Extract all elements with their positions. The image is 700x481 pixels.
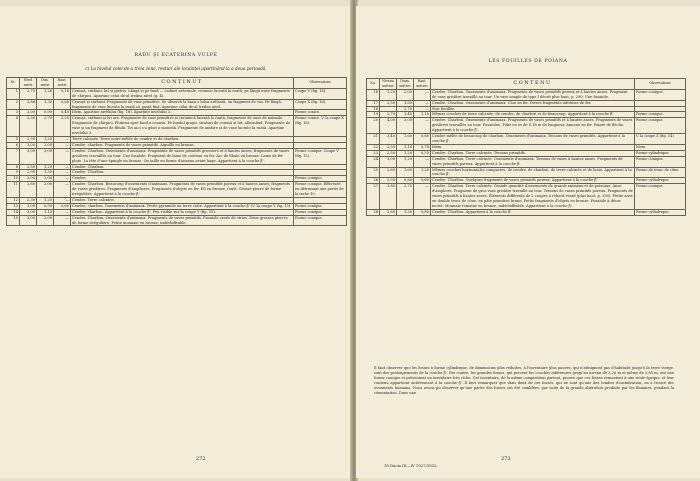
row-number: 2 (7, 99, 20, 110)
table-row (7, 99, 347, 110)
row-niveau: 3,00 (20, 142, 37, 148)
signature-line: 18 Dacia III—IV 1927/1932. (384, 463, 438, 468)
row-contenu: Cendre. Charbon. (71, 170, 294, 176)
right-running-header: LES FOUILLES DE POIANA (488, 59, 568, 64)
row-contenu: Cendre. Charbon. Ossements d'animaux. Fragments de vases primitifs. Fusaïole ornée de stries. Deux grosses pierres de forme irrégulière. Petite monnaie en bronze, indéchiffrable. (71, 215, 294, 226)
col-diam: Dim. metri (37, 78, 54, 89)
col-nr: No. (367, 79, 380, 90)
row-number: 12 (7, 197, 20, 203)
table-row (367, 89, 686, 100)
row-niveau: 3,00 (20, 148, 37, 164)
row-niveau: 3,00 (20, 209, 37, 215)
row-niveau: 2,90 (20, 170, 37, 176)
row-diam: 2,00 (37, 182, 54, 198)
row-niveau: 2,60 (380, 167, 397, 178)
table-row (367, 156, 686, 167)
row-niveau: 2,00 (20, 176, 37, 182)
row-contenu: Cendre. (71, 176, 294, 182)
row-haut: — (414, 156, 431, 167)
row-haut: — (414, 184, 431, 210)
row-contenu: Mêmes couches de terre calcinée, de cendre, de charbon et de beaucoup. Appartient à la couche β'. (431, 112, 635, 118)
row-number: 19 (367, 112, 380, 118)
row-haut: 1,10 (414, 112, 431, 118)
row-diam: 0,90 (37, 110, 54, 116)
table-row (367, 118, 686, 134)
row-haut: 2,25 (54, 116, 71, 137)
row-diam: 1,45 (397, 112, 414, 118)
row-observations: Coupe X (fig. 16). (294, 99, 347, 110)
row-niveau: 2,70 (380, 112, 397, 118)
table-row (7, 148, 347, 164)
row-contenu: Cendre. Charbon. Beaucoup d'ossements d'animaux. Fragments de vases primitifs poreux et à hautes anses; fragments de vases grisâtres. Fragments d'amphores. Fragments d'objets en fer. Fil en bronze, roulé. Grosse pierre de forme irrégulière. Appartient à la couche β'. (71, 182, 294, 198)
row-niveau: 2,50 (20, 164, 37, 170)
row-diam: 1,50 (37, 170, 54, 176)
row-number: 1 (7, 88, 20, 99)
row-diam: 1,60 (397, 167, 414, 178)
row-contenu: Cenușă, cărbuni, lut și pietriș. Lângă și pe fund — cioburi neteruale, ceramic lucrată la roată; pe lângă niște fragmente de chirpici. Aparține celui de-al treilea nivel (g. 4). (71, 88, 294, 99)
row-observations: Forme cylindrique. (635, 150, 686, 156)
row-haut: — (54, 197, 71, 203)
row-contenu: Terre calcinée. Terre noire mêlée de cendre et de charbon. (71, 136, 294, 142)
row-niveau: 2,00 (20, 110, 37, 116)
row-number: 23 (367, 150, 380, 156)
row-number: 6 (7, 142, 20, 148)
row-haut: — (54, 209, 71, 215)
row-haut: 0,80 (414, 134, 431, 145)
left-running-header: RADU ȘI ECATERINA VULPE (134, 53, 218, 58)
row-niveau: 2,50 (380, 144, 397, 150)
row-haut: 0,80 (54, 99, 71, 110)
row-number: 14 (7, 209, 20, 215)
row-contenu: Cenușă și cărbuni. Fragmente de vase primitive. Se observă la baza o lulea ardisată, un fragment de vas. Pe lângă, fragmente de vase lucrate la roată cu pastă fină. Aparține celui de-al treilea nivel. (71, 99, 294, 110)
row-observations: Forme conique. (635, 156, 686, 167)
row-observations: Forme cylindrique (635, 178, 686, 184)
table-row (367, 134, 686, 145)
left-page (0, 6, 352, 478)
row-niveau: 4,00 (380, 118, 397, 134)
row-number: 9 (7, 170, 20, 176)
left-page-number: 272 (196, 456, 206, 462)
row-contenu: Cendre. Charbon. Ossements d'animaux. Fragments de vases primitifs poreux et à hautes anses. Fragment de vase grisâtre travaillé au tour. Un vase simple du type I décrit plus haut, p. 290. Une fusaïole. (431, 89, 635, 100)
table-row (367, 167, 686, 178)
row-diam: 1,30 (37, 99, 54, 110)
row-contenu: Cenușă, cărbuni și lut ars. Fragmente de vase primitive și ceramică lucrată la roată; fragmente de oase de animale. Fragmente de chirpici. Plutirea spre fund a cenușii. Pe fundul gropii, straturi de cenușă și lut, alternând. Fragmente de vase și un fragment de fibulă. Tot aici s-a găsit o monedă. Fragmente de amfore și de vase lucrate la roată. Aparține nivelului 3. (71, 116, 294, 137)
row-observations: Forme conique. (294, 203, 347, 209)
row-niveau: 2,90 (20, 136, 37, 142)
row-haut: 0,55 (414, 150, 431, 156)
col-niveau: Nivel metri (20, 78, 37, 89)
row-observations: Idem. (635, 144, 686, 150)
row-niveau: 2,50 (380, 100, 397, 106)
row-contenu: Cendre, charbon. Ossements d'animaux. Petite pyramide en terre cuite. Appartient à la couche β' (V. la coupe Y, fig. 15). (71, 203, 294, 209)
row-number: 26 (367, 178, 380, 184)
row-observations: Forme conique. (635, 184, 686, 210)
row-haut: — (414, 89, 431, 100)
row-diam: 1,60 (397, 134, 414, 145)
col-contenu: CONȚINUT (71, 78, 294, 89)
right-page-number: 273 (501, 456, 511, 462)
row-observations: Forme conique. Coupe V (fig. 15). (294, 148, 347, 164)
row-niveau: 2,60 (380, 209, 397, 215)
row-contenu: Cendre. Charbon. Terre calcinée. Tessons primitifs. (431, 150, 635, 156)
table-row (7, 88, 347, 99)
row-haut: — (54, 136, 71, 142)
row-number: 16 (367, 89, 380, 100)
row-contenu: Cendre mêlée de beaucoup de charbon. Ossements d'animaux. Tessons de vases primitifs. Appartient à la couche β'. (431, 134, 635, 145)
col-haut: Haut. mètres (414, 79, 431, 90)
row-observations: Forme conique. (294, 176, 347, 182)
right-page (356, 6, 700, 478)
row-niveau: 2,50 (380, 150, 397, 156)
row-observations: Forme conique. (635, 112, 686, 118)
table-row (367, 184, 686, 210)
row-observations: Coupe V (fig. 16). (294, 88, 347, 99)
left-subheader: c) La nivelul celei de a treia zone, resturi ale locuinței apartinând la a doua perioadă. (85, 66, 267, 71)
row-number: 25 (367, 167, 380, 178)
row-number: 24 (367, 156, 380, 167)
row-number: 7 (7, 148, 20, 164)
row-haut: — (54, 148, 71, 164)
row-number: 4 (7, 116, 20, 137)
footnote-paragraph: Il faut observer que les fosses à forme cylindrique, de dimensions plus réduites, à l'inventaire plus pauvre, qui n'atteignent pas d'habitude jusqu'à la terre vierge, sont des prolongements de la couche β'. Par contre, les grandes fosses, qui percent les couches inférieures jusqu'au niveau de 3,20 m et même de 3,85 m, ont une forme conique et présentent un inventaire très riche. Cet inventaire, de la même composition partout, prouve que ces fosses remontent à une seule époque, et leur contenu appartient entièrement à la couche β'. Il faut remarquer que dans deux de ces fosses, qui ne sont qu'une des tombes d'incinération, on a trouvé des ossements humains. Nous avons pu observer qu'une partie des fosses ont été comblées, par suite de la grande altération produite par les flammes, pendant la cémentation. Dans une (374, 366, 674, 395)
row-observations: Forme cylindrique. (635, 209, 686, 215)
row-haut: — (414, 100, 431, 106)
row-haut: 0,60 (54, 203, 71, 209)
row-observations: Forme conique. (635, 118, 686, 134)
row-number: 8 (7, 164, 20, 170)
col-observations: Observations (635, 79, 686, 90)
col-observations: Observations (294, 78, 347, 89)
row-diam: 0,50 (37, 203, 54, 209)
row-contenu: Cendre. Charbon. Appartient à la couche β'. (431, 209, 635, 215)
row-contenu: Cendre. Charbon. Ossements d'animaux. Fragments de vases primitifs et à hautes anses. Fragments de vases grisâtres travaillés au tour. Fusaïoles. Tube en os de 0,18 m de longueur. Anneau en fer. Pointe de flèche. Appartient à la couche β'. (431, 118, 635, 134)
row-diam: 1,15 (37, 209, 54, 215)
row-diam: 1,20 (397, 150, 414, 156)
table-row (7, 182, 347, 198)
row-niveau: 3,40 (380, 134, 397, 145)
row-diam: 2,75 (37, 116, 54, 137)
col-nr: Nr. (7, 78, 20, 89)
row-number: 15 (7, 215, 20, 226)
row-number: 11 (7, 182, 20, 198)
row-haut: 1,20 (414, 167, 431, 178)
row-contenu: Cendre. Charbon. Ossements d'animaux. Fragments de vases primitifs grossiers et à hautes anses; fragments de vases grisâtres travaillés au tour. Une fusaïole. Fragment de lame de couteau en fer. Arc de fibule en bronze. Lame de fer plate. La tête d'une épingle en bronze. On taille en forme d'anneau avant liage. Appartient à la couche β'. (71, 148, 294, 164)
table-row (7, 215, 347, 226)
row-niveau: 2,75 (20, 88, 37, 99)
row-number: 18 (367, 106, 380, 112)
row-number: 5 (7, 136, 20, 142)
row-contenu: Cendre. Charbon. Terre calcinée. Ossements d'animaux. Tessons de vases à hautes anses. Fragments de vases primitifs poreux. Appartient à la couche β'. (431, 156, 635, 167)
right-table (366, 78, 686, 216)
row-haut: — (54, 170, 71, 176)
row-observations: Forme conique. (294, 215, 347, 226)
row-niveau: 2,30 (20, 116, 37, 137)
row-diam: 2,70 (397, 106, 414, 112)
row-contenu: Cendre, charbon. Appartient à la couche β'. Peu visible sur la coupe Y (fig. 15). (71, 209, 294, 215)
row-haut: — (54, 176, 71, 182)
row-contenu: Idem. (431, 144, 635, 150)
row-haut: 0,80 (414, 209, 431, 215)
row-observations: Forme conique. (635, 89, 686, 100)
row-number: 28 (367, 209, 380, 215)
row-observations: Forme conique. Effectuée en détruisant une partie de la tache 10. (294, 182, 347, 198)
row-diam: 1,20 (37, 136, 54, 142)
row-contenu: Idem. Aparține nivelului (fig. 16). Aparține nivelului 3. (71, 110, 294, 116)
row-diam: 2,00 (37, 215, 54, 226)
row-niveau: 3,00 (20, 203, 37, 209)
row-niveau: 2,30 (20, 197, 37, 203)
row-diam: 1,20 (37, 197, 54, 203)
row-diam: 1,20 (397, 209, 414, 215)
row-haut: 0,60 (414, 178, 431, 184)
row-diam: 1,60 (397, 100, 414, 106)
row-contenu: Mêmes couches horizontales compactes, de cendre, de charbon, de terre calcinée et de boue. Appartient à la couche β'. (431, 167, 635, 178)
row-number: 13 (7, 203, 20, 209)
row-niveau: 3,30 (380, 178, 397, 184)
row-contenu: Non fouillée. (431, 106, 635, 112)
row-niveau: 1,20 (380, 89, 397, 100)
row-observations: Forme de tronc de cône. (635, 167, 686, 178)
col-contenu: CONTENU (431, 79, 635, 90)
row-number: 17 (367, 100, 380, 106)
row-niveau: 2,86 (20, 99, 37, 110)
row-niveau: 2,80 (20, 182, 37, 198)
row-observations: Forme conique. (294, 209, 347, 215)
row-observations: V. la coupe Z (fig. 14) (635, 134, 686, 145)
row-haut: — (414, 118, 431, 134)
row-haut: — (54, 164, 71, 170)
row-number: 20 (367, 118, 380, 134)
row-haut: 0,78 (414, 144, 431, 150)
row-number: 22 (367, 144, 380, 150)
col-haut: Haut. metri (54, 78, 71, 89)
row-observations: Forme conice. V. la coupe X (fig. 16). (294, 116, 347, 137)
row-haut: — (54, 215, 71, 226)
row-number: 10 (7, 176, 20, 182)
row-niveau: 3,00 (20, 215, 37, 226)
row-contenu: Cendre, charbon. Fragments de vases primitifs. Aiguille en bronze. (71, 142, 294, 148)
row-haut: — (54, 142, 71, 148)
row-diam: 1,16 (397, 144, 414, 150)
row-diam: 1,20 (37, 164, 54, 170)
row-contenu: Cendre. Charbon. Terre calcinée. Grande quantité d'ossements de grands animaux et de poissons. Anse d'amphore. Fragment de gros vase grisâtre travaillé au tour. Tessons de vases primitifs poreux. Fragments de vases primitifs à hautes anses. Éléments différents de 2 coupes à rebord évasé (plus haut, p. 290). Petite anse en double tronc de cône, en pâte primitive brune. Petits fragments d'objets en bronze. Fusaïole à décor incisé. Monnaie romaine en bronze, indéchiffrable. Appartient à la couche β'. (432, 184, 633, 208)
col-diam: Diam. mètres (397, 79, 414, 90)
row-diam: 2,75 (397, 184, 414, 210)
row-diam: 1,26 (37, 88, 54, 99)
row-diam: 2,00 (37, 176, 54, 182)
row-number: 3 (7, 110, 20, 116)
row-number: 27 (367, 184, 380, 210)
row-observations: Forme conice. (294, 110, 347, 116)
row-diam: 0,80 (397, 178, 414, 184)
row-number: 21 (367, 134, 380, 145)
left-table (6, 77, 347, 226)
col-niveau: Niveau mètres (380, 79, 397, 90)
row-contenu: Cendre. Terre calcinée. (71, 197, 294, 203)
row-diam: 2,00 (37, 142, 54, 148)
row-diam: 3,00 (37, 148, 54, 164)
row-niveau: 3,00 (380, 156, 397, 167)
table-row (7, 116, 347, 137)
row-niveau: 3,85 (380, 184, 397, 210)
row-contenu: Cendre. Charbon. Quelques fragments de vases primitifs poreux. Appartient à la couche β'. (431, 178, 635, 184)
table-header-row (367, 79, 686, 90)
row-diam: 2,00 (397, 89, 414, 100)
table-row (367, 209, 686, 215)
row-contenu: Cendre. Charbon. (71, 164, 294, 170)
table-header-row (7, 78, 347, 89)
row-haut: 0,16 (54, 88, 71, 99)
row-haut: 0,40 (54, 110, 71, 116)
row-diam: 3,00 (397, 118, 414, 134)
row-contenu: Cendre. Charbon. Ossements d'animaux. Clou en fer. Divers fragments informes de fer. (431, 100, 635, 106)
row-haut: — (414, 106, 431, 112)
row-diam: 1,20 (397, 156, 414, 167)
row-haut: — (54, 182, 71, 198)
